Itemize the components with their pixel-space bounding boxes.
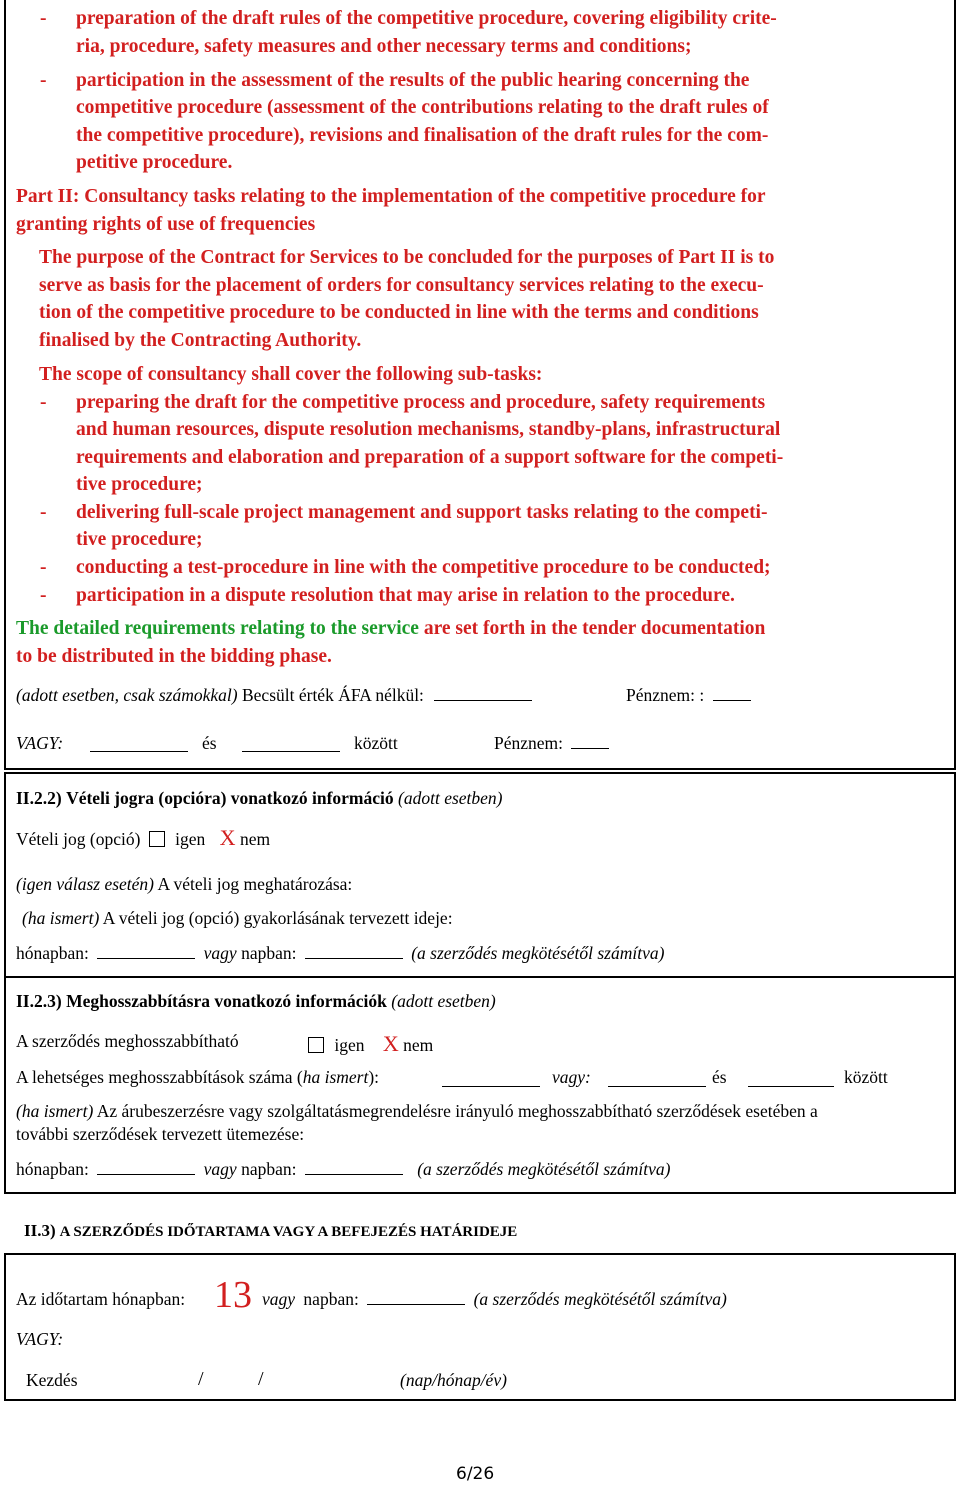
count-label: A lehetséges meghosszabbítások száma (	[16, 1067, 303, 1087]
list-item-line: petitive procedure.	[76, 152, 233, 173]
extension-no-mark[interactable]: X	[382, 1031, 399, 1056]
option-no-label: nem	[239, 829, 271, 849]
value-qualifier: (adott esetben, csak számokkal)	[16, 685, 238, 705]
or-label: vagy:	[552, 1067, 591, 1087]
months-label: hónapban:	[16, 1159, 89, 1179]
subtask-line: delivering full-scale project management and support tasks relating to the competi-	[76, 502, 768, 523]
days-label: napban:	[303, 1289, 359, 1309]
duration-months-value[interactable]: 13	[214, 1274, 252, 1316]
and-label: és	[712, 1067, 727, 1087]
range-from-blank[interactable]	[90, 737, 188, 752]
subtask-line: conducting a test-procedure in line with the competitive procedure to be conducted;	[76, 557, 771, 578]
subtask-line: requirements and elaboration and preparation of a support software for the competi-	[76, 447, 784, 468]
section-box-duration	[4, 1253, 956, 1401]
count-from-blank[interactable]	[608, 1072, 706, 1087]
extension-label: A szerződés meghosszabbítható	[16, 1031, 239, 1051]
section-box-part-description	[4, 0, 956, 770]
part2-heading: Part II: Consultancy tasks relating to the implementation of the competitive procedure for	[16, 186, 766, 207]
schedule-text: Az árubeszerzésre vagy szolgáltatásmegrendelésre irányuló meghosszabbítható szerződések esetében a	[93, 1101, 818, 1121]
or-label: vagy	[203, 943, 237, 963]
option-timing-row	[22, 908, 453, 929]
list-item-line: competitive procedure (assessment of the contributions relating to the draft rules of	[76, 97, 769, 118]
section-number: II.3)	[24, 1221, 56, 1240]
extension-count-row	[16, 1067, 379, 1088]
duration-days-row	[262, 1289, 727, 1310]
schedule-line	[16, 1101, 818, 1122]
days-blank[interactable]	[305, 944, 403, 959]
subtask-line: tive procedure;	[76, 474, 203, 495]
and-label: és	[202, 733, 217, 753]
extension-no-label: nem	[403, 1035, 434, 1055]
section-title: A SZERZŐDÉS IDŐTARTAMA VAGY A BEFEJEZÉS HATÁRIDEJE	[59, 1224, 518, 1240]
count-known: ha ismert	[302, 1067, 369, 1087]
detail-sentence	[16, 618, 765, 640]
option-label: Vételi jog (opció)	[16, 829, 141, 849]
schedule-known: (ha ismert)	[16, 1101, 94, 1121]
section-qualifier: (adott esetben)	[391, 991, 496, 1011]
timing-label: A vételi jog (opció) gyakorlásának tervezett ideje:	[102, 908, 453, 928]
section-heading-ii23	[16, 991, 496, 1012]
definition-label: A vételi jog meghatározása:	[157, 874, 353, 894]
duration-label: Az időtartam hónapban:	[16, 1289, 186, 1309]
purpose-paragraph: finalised by the Contracting Authority.	[39, 330, 362, 351]
value-label: Becsült érték ÁFA nélkül:	[241, 685, 424, 705]
count-end: ):	[368, 1067, 380, 1087]
extension-choice-row	[308, 1031, 433, 1057]
or-label: vagy	[262, 1289, 296, 1309]
count-to-blank[interactable]	[748, 1072, 834, 1087]
or-label: vagy	[203, 1159, 237, 1179]
subtask-line: and human resources, dispute resolution mechanisms, standby-plans, infrastructural	[76, 419, 781, 440]
detail-sentence-line2: to be distributed in the bidding phase.	[16, 646, 332, 667]
list-item-line: participation in the assessment of the results of the public hearing concerning the	[76, 70, 750, 91]
count-blank[interactable]	[442, 1072, 540, 1087]
detail-red-text: are set forth in the tender documentation	[418, 618, 766, 639]
if-known-qualifier: (ha ismert)	[22, 908, 100, 928]
subtask-line: preparing the draft for the competitive process and procedure, safety requirements	[76, 392, 766, 413]
date-slash: /	[198, 1368, 204, 1390]
bullet-dash: -	[40, 8, 47, 29]
bullet-dash: -	[40, 585, 47, 606]
from-note: (a szerződés megkötésétől számítva)	[473, 1289, 727, 1309]
section-title: Meghosszabbításra vonatkozó információk	[66, 991, 387, 1011]
alt-label: VAGY:	[16, 1329, 64, 1349]
currency2-blank[interactable]	[571, 734, 609, 749]
option-no-mark[interactable]: X	[219, 825, 236, 850]
days-label: napban:	[241, 943, 297, 963]
section-number: II.2.3)	[16, 991, 62, 1011]
option-period-row	[16, 943, 664, 964]
bullet-dash: -	[40, 502, 47, 523]
option-yes-label: igen	[175, 829, 206, 849]
between-label: között	[354, 733, 398, 753]
purpose-paragraph: The purpose of the Contract for Services to be concluded for the purposes of Part II is to	[39, 247, 775, 268]
months-label: hónapban:	[16, 943, 89, 963]
from-note: (a szerződés megkötésétől számítva)	[411, 943, 665, 963]
detail-green-text: The detailed requirements relating to the service	[16, 618, 419, 639]
list-item-line: preparation of the draft rules of the competitive procedure, covering eligibility crite-	[76, 8, 777, 29]
currency2-label: Pénznem:	[494, 733, 564, 753]
section-title: Vételi jogra (opcióra) vonatkozó információ	[66, 788, 394, 808]
days-blank[interactable]	[367, 1290, 465, 1305]
between-label: között	[844, 1067, 888, 1087]
bullet-dash: -	[40, 392, 47, 413]
part2-heading: granting rights of use of frequencies	[16, 214, 316, 235]
days-label: napban:	[241, 1159, 297, 1179]
range-to-blank[interactable]	[242, 737, 340, 752]
section-box-options-extensions	[4, 772, 956, 1194]
schedule-line-2: további szerződések tervezett ütemezése:	[16, 1124, 305, 1144]
purpose-paragraph: tion of the competitive procedure to be conducted in line with the terms and conditions	[39, 302, 759, 323]
section-divider	[6, 976, 954, 978]
section-number: II.2.2)	[16, 788, 62, 808]
start-label: Kezdés	[26, 1370, 78, 1390]
section-heading-ii3	[24, 1221, 517, 1241]
extension-period-row	[16, 1159, 670, 1180]
months-blank[interactable]	[97, 944, 195, 959]
currency2-row	[494, 733, 609, 754]
subtask-line: participation in a dispute resolution that may arise in relation to the procedure.	[76, 585, 735, 606]
from-note: (a szerződés megkötésétől számítva)	[417, 1159, 671, 1179]
list-item-line: ria, procedure, safety measures and other necessary terms and conditions;	[76, 36, 692, 57]
currency-blank[interactable]	[713, 686, 751, 701]
value-row	[16, 685, 532, 706]
option-definition-row	[16, 874, 352, 895]
currency-label: Pénznem: :	[626, 685, 705, 705]
section-qualifier: (adott esetben)	[398, 788, 503, 808]
extension-yes-label: igen	[334, 1035, 365, 1055]
if-yes-qualifier: (igen válasz esetén)	[16, 874, 155, 894]
date-slash: /	[258, 1368, 264, 1390]
page-number: 6/26	[456, 1464, 495, 1484]
list-item-line: the competitive procedure), revisions and finalisation of the draft rules for the com-	[76, 125, 769, 146]
currency-row	[626, 685, 751, 706]
purpose-paragraph: serve as basis for the placement of orders for consultancy services relating to the execu-	[39, 275, 764, 296]
date-format-note: (nap/hónap/év)	[400, 1370, 507, 1390]
bullet-dash: -	[40, 70, 47, 91]
days-blank[interactable]	[305, 1160, 403, 1175]
option-yes-checkbox[interactable]	[149, 831, 165, 847]
scope-intro: The scope of consultancy shall cover the following sub-tasks:	[39, 364, 543, 385]
months-blank[interactable]	[97, 1160, 195, 1175]
bullet-dash: -	[40, 557, 47, 578]
value-blank[interactable]	[434, 686, 532, 701]
section-heading-ii22	[16, 788, 503, 809]
extension-yes-checkbox[interactable]	[308, 1037, 324, 1053]
or-label: VAGY:	[16, 733, 64, 753]
subtask-line: tive procedure;	[76, 529, 203, 550]
option-row	[16, 825, 270, 851]
